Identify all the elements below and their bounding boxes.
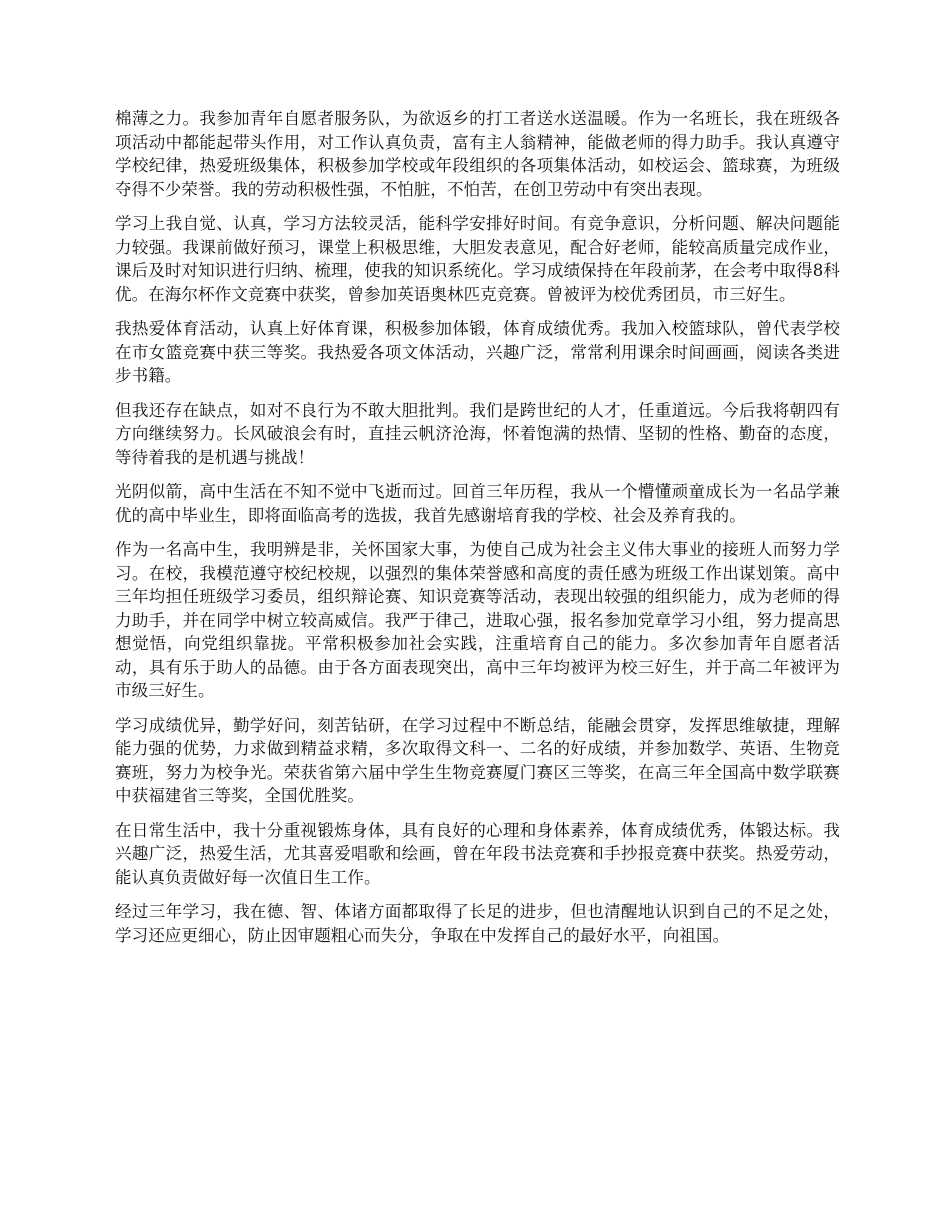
- paragraph-4: 但我还存在缺点，如对不良行为不敢大胆批判。我们是跨世纪的人才，任重道远。今后我将朝四有方向继续努力。长风破浪会有时，直挂云帆济沧海，怀着饱满的热情、坚韧的性格、勤奋的态度，等待着我的是机遇与挑战！: [115, 400, 840, 467]
- document-body: [115, 107, 840, 958]
- paragraph-1: 棉薄之力。我参加青年自愿者服务队，为欲返乡的打工者送水送温暖。作为一名班长，我在班级各项活动中都能起带头作用，对工作认真负责，富有主人翁精神，能做老师的得力助手。我认真遵守学校纪律，热爱班级集体，积极参加学校或年段组织的各项集体活动，如校运会、篮球赛，为班级夺得不少荣誉。我的劳动积极性强，不怕脏，不怕苦，在创卫劳动中有突出表现。: [115, 109, 840, 199]
- paragraph-7: 学习成绩优异，勤学好问，刻苦钻研，在学习过程中不断总结，能融会贯穿，发挥思维敏捷，理解能力强的优势，力求做到精益求精，多次取得文科一、二名的好成绩，并参加数学、英语、生物竞赛班，努力为校争光。荣获省第六届中学生生物竞赛厦门赛区三等奖，在高三年全国高中数学联赛中获福建省三等奖，全国优胜奖。: [115, 715, 840, 805]
- paragraph-6: 作为一名高中生，我明辨是非，关怀国家大事，为使自己成为社会主义伟大事业的接班人而努力学习。在校，我模范遵守校纪校规，以强烈的集体荣誉感和高度的责任感为班级工作出谋划策。高中三年均担任班级学习委员，组织辩论赛、知识竞赛等活动，表现出较强的组织能力，成为老师的得力助手，并在同学中树立较高威信。我严于律己，进取心强，报名参加党章学习小组，努力提高思想觉悟，向党组织靠拢。平常积极参加社会实践，注重培育自己的能力。多次参加青年自愿者活动，具有乐于助人的品德。由于各方面表现突出，高中三年均被评为校三好生，并于高二年被评为市级三好生。: [115, 540, 840, 700]
- paragraph-8: 在日常生活中，我十分重视锻炼身体，具有良好的心理和身体素养，体育成绩优秀，体锻达标。我兴趣广泛，热爱生活，尤其喜爱唱歌和绘画，曾在年段书法竞赛和手抄报竞赛中获奖。热爱劳动，能认真负责做好每一次值日生工作。: [115, 820, 840, 887]
- paragraph-5: 光阴似箭，高中生活在不知不觉中飞逝而过。回首三年历程，我从一个懵懂顽童成长为一名品学兼优的高中毕业生，即将面临高考的选拔，我首先感谢培育我的学校、社会及养育我的。: [115, 482, 840, 525]
- paragraph-3: 我热爱体育活动，认真上好体育课，积极参加体锻，体育成绩优秀。我加入校篮球队，曾代表学校在市女篮竞赛中获三等奖。我热爱各项文体活动，兴趣广泛，常常利用课余时间画画，阅读各类进步书籍。: [115, 319, 840, 385]
- paragraph-2: 学习上我自觉、认真，学习方法较灵活，能科学安排好时间。有竞争意识，分析问题、解决问题能力较强。我课前做好预习，课堂上积极思维，大胆发表意见，配合好老师，能较高质量完成作业，课后及时对知识进行归纳、梳理，使我的知识系统化。学习成绩保持在年段前茅，在会考中取得8科优。在海尔杯作文竞赛中获奖，曾参加英语奥林匹克竞赛。曾被评为校优秀团员，市三好生。: [115, 214, 840, 304]
- paragraph-9: 经过三年学习，我在德、智、体诸方面都取得了长足的进步，但也清醒地认识到自己的不足之处，学习还应更细心，防止因审题粗心而失分，争取在中发挥自己的最好水平，向祖国。: [115, 902, 840, 945]
